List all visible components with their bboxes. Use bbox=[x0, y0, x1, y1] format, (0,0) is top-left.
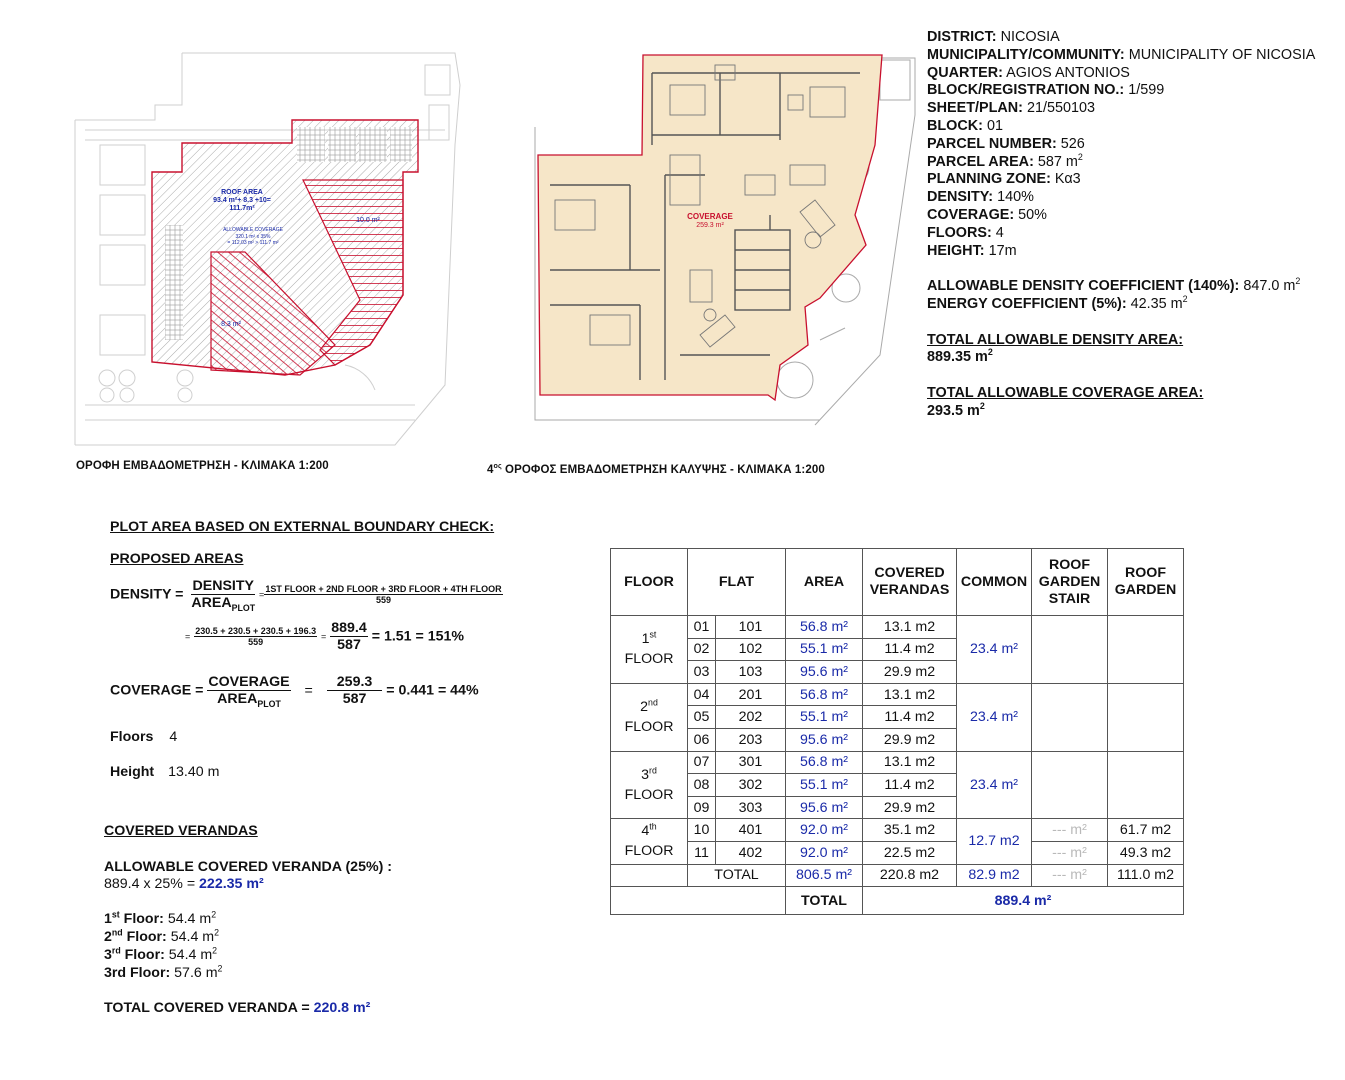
flat-veranda: 11.4 m2 bbox=[863, 774, 957, 797]
flat-area: 55.1 m² bbox=[786, 774, 863, 797]
roof-area-total: 111.7m² bbox=[229, 205, 255, 212]
col-common: COMMON bbox=[957, 549, 1032, 616]
table-header-row bbox=[611, 549, 1184, 616]
veranda-floor-3: 3rd Floor: 54.4 $m^2$ bbox=[104, 945, 218, 963]
info-quarter: QUARTER: AGIOS ANTONIOS bbox=[927, 64, 1130, 81]
total-roof-garden-stair: --- m² bbox=[1032, 864, 1108, 887]
flat-number: 102 bbox=[716, 638, 786, 661]
flat-area: 92.0 m² bbox=[786, 819, 863, 842]
flat-number: 201 bbox=[716, 683, 786, 706]
row-number: 04 bbox=[688, 683, 716, 706]
fourth-floor-caption: $4^{o\varsigma}$ ΟΡΟΦΟΣ ΕΜΒΑΔΟΜΕΤΡΗΣΗ ΚΑΛΥΨΗΣ - ΚΛΙΜΑΚΑ 1:200 bbox=[487, 462, 825, 476]
flat-number: 203 bbox=[716, 728, 786, 751]
flat-veranda: 35.1 m2 bbox=[863, 819, 957, 842]
flat-veranda: 29.9 m2 bbox=[863, 728, 957, 751]
flat-area: 95.6 m² bbox=[786, 661, 863, 684]
info-total-coverage-label: TOTAL ALLOWABLE COVERAGE AREA: bbox=[927, 384, 1204, 401]
veranda-floor-2: 2nd Floor: 54.4 $m^2$ bbox=[104, 927, 220, 945]
area-a-label: 10.0 m² bbox=[356, 217, 380, 224]
total-common: 82.9 m2 bbox=[957, 864, 1032, 887]
coverage-value: 259.3 m² bbox=[696, 222, 724, 229]
flat-number: 202 bbox=[716, 706, 786, 729]
col-roof-garden-stair: ROOF GARDEN STAIR bbox=[1032, 549, 1108, 616]
flat-veranda: 13.1 m2 bbox=[863, 683, 957, 706]
proposed-areas-title: PROPOSED AREAS bbox=[110, 551, 244, 567]
info-district: DISTRICT: NICOSIA bbox=[927, 29, 1060, 45]
info-coverage: COVERAGE: 50% bbox=[927, 206, 1047, 223]
floor-label-2: 2nd FLOOR bbox=[611, 683, 688, 751]
info-sheet-plan: SHEET/PLAN: 21/550103 bbox=[927, 100, 1095, 117]
info-total-density-label: TOTAL ALLOWABLE DENSITY AREA: bbox=[927, 331, 1184, 348]
roof-garden-cell bbox=[1108, 616, 1184, 684]
info-total-density-value: 889.35 $m^2$ bbox=[927, 347, 993, 366]
col-area: AREA bbox=[786, 549, 863, 616]
flat-number: 101 bbox=[716, 616, 786, 639]
total-veranda: 220.8 m2 bbox=[863, 864, 957, 887]
info-total-coverage-value: 293.5 $m^2$ bbox=[927, 400, 985, 419]
info-municipality: MUNICIPALITY/COMMUNITY: MUNICIPALITY OF NICOSIA bbox=[927, 46, 1316, 63]
table-row bbox=[611, 841, 1184, 864]
allowable-veranda: ALLOWABLE COVERED VERANDA (25%) : 889.4 x 25% = 222.35 m² bbox=[104, 859, 392, 892]
flat-area: 92.0 m² bbox=[786, 841, 863, 864]
row-number: 03 bbox=[688, 661, 716, 684]
flat-area: 95.6 m² bbox=[786, 796, 863, 819]
row-number: 02 bbox=[688, 638, 716, 661]
density-values: = $\frac{230.5 + 230.5 + 230.5 + 196.3}{559}$ = $\frac{889.4}{587}$ = 1.51 = 151% bbox=[185, 620, 465, 653]
floors-row: Floors 4 bbox=[110, 729, 178, 745]
roof-garden-stair-cell bbox=[1032, 683, 1108, 751]
grand-total-value: 889.4 m² bbox=[863, 887, 1184, 915]
common-area: 23.4 m² bbox=[957, 616, 1032, 684]
row-number: 10 bbox=[688, 819, 716, 842]
floor-label-1: 1st FLOOR bbox=[611, 616, 688, 684]
row-number: 11 bbox=[688, 841, 716, 864]
areas-table bbox=[610, 548, 1184, 915]
roof-garden-stair-cell bbox=[1032, 616, 1108, 684]
floor-label-4: 4th FLOOR bbox=[611, 819, 688, 864]
row-number: 09 bbox=[688, 796, 716, 819]
row-number: 06 bbox=[688, 728, 716, 751]
row-number: 05 bbox=[688, 706, 716, 729]
grand-total-empty-cell bbox=[611, 887, 786, 915]
flat-veranda: 29.9 m2 bbox=[863, 796, 957, 819]
flat-area: 95.6 m² bbox=[786, 728, 863, 751]
covered-verandas-title: COVERED VERANDAS bbox=[104, 823, 258, 839]
roof-garden-cell: 61.7 m2 bbox=[1108, 819, 1184, 842]
info-energy-coefficient: ENERGY COEFFICIENT (5%): 42.35 $m^2$ bbox=[927, 294, 1188, 312]
total-covered-veranda: TOTAL COVERED VERANDA = 220.8 m² bbox=[104, 1000, 371, 1016]
roof-area-calc: 93.4 m²+ 8.3 +10= bbox=[213, 197, 271, 204]
roof-garden-stair-cell bbox=[1032, 751, 1108, 819]
density-formula: DENSITY = $\frac{\text{DENSITY}}{AREA_{PLOT}}$ = $\frac{\text{1ST FLOOR + 2ND FLOOR + 3RD FLOOR + 4TH FLOOR}}{559}$ bbox=[110, 578, 502, 613]
flat-area: 56.8 m² bbox=[786, 616, 863, 639]
flat-veranda: 13.1 m2 bbox=[863, 751, 957, 774]
roof-garden-stair-cell: --- m² bbox=[1032, 819, 1108, 842]
area-b-label: 8.3 m² bbox=[221, 321, 241, 328]
project-info bbox=[927, 29, 1342, 421]
flat-number: 303 bbox=[716, 796, 786, 819]
flat-number: 302 bbox=[716, 774, 786, 797]
total-empty-cell bbox=[611, 864, 688, 887]
flat-veranda: 11.4 m2 bbox=[863, 706, 957, 729]
col-roof-garden: ROOF GARDEN bbox=[1108, 549, 1184, 616]
info-parcel-number: PARCEL NUMBER: 526 bbox=[927, 135, 1085, 152]
flat-number: 301 bbox=[716, 751, 786, 774]
flat-veranda: 29.9 m2 bbox=[863, 661, 957, 684]
allowable-coverage-line1: 320.1 m² x 35% bbox=[235, 234, 271, 240]
veranda-floor-1: 1st Floor: 54.4 $m^2$ bbox=[104, 909, 217, 927]
height-row: Height 13.40 m bbox=[110, 764, 220, 780]
coverage-label: COVERAGE bbox=[687, 212, 733, 221]
common-area: 12.7 m2 bbox=[957, 819, 1032, 864]
info-density: DENSITY: 140% bbox=[927, 189, 1034, 206]
info-floors: FLOORS: 4 bbox=[927, 224, 1004, 241]
flat-veranda: 11.4 m2 bbox=[863, 638, 957, 661]
plot-area-title: PLOT AREA BASED ON EXTERNAL BOUNDARY CHECK: bbox=[110, 519, 495, 535]
flat-veranda: 13.1 m2 bbox=[863, 616, 957, 639]
roof-area-title: ROOF AREA bbox=[221, 189, 263, 196]
roof-plan-drawing bbox=[15, 45, 475, 450]
flat-number: 103 bbox=[716, 661, 786, 684]
row-number: 01 bbox=[688, 616, 716, 639]
col-floor: FLOOR bbox=[611, 549, 688, 616]
table-row bbox=[611, 683, 1184, 706]
table-row bbox=[611, 751, 1184, 774]
roof-garden-cell bbox=[1108, 683, 1184, 751]
info-allowable-density-coefficient: ALLOWABLE DENSITY COEFFICIENT (140%): 847.0 $m^2$ bbox=[927, 276, 1301, 295]
row-number: 07 bbox=[688, 751, 716, 774]
flat-number: 402 bbox=[716, 841, 786, 864]
roof-garden-cell bbox=[1108, 751, 1184, 819]
table-grand-total-row bbox=[611, 887, 1184, 915]
common-area: 23.4 m² bbox=[957, 751, 1032, 819]
info-planning-zone: PLANNING ZONE: Κα3 bbox=[927, 171, 1081, 188]
flat-number: 401 bbox=[716, 819, 786, 842]
table-row bbox=[611, 819, 1184, 842]
floor-label-3: 3rd FLOOR bbox=[611, 751, 688, 819]
roof-garden-stair-cell: --- m² bbox=[1032, 841, 1108, 864]
table-total-row bbox=[611, 864, 1184, 887]
info-block: BLOCK: 01 bbox=[927, 117, 1003, 134]
table-row bbox=[611, 616, 1184, 639]
col-flat: FLAT bbox=[688, 549, 786, 616]
flat-area: 56.8 m² bbox=[786, 751, 863, 774]
veranda-floors bbox=[104, 910, 222, 982]
roof-garden-cell: 49.3 m2 bbox=[1108, 841, 1184, 864]
flat-veranda: 22.5 m2 bbox=[863, 841, 957, 864]
info-parcel-area: PARCEL AREA: 587 $m^2$ bbox=[927, 151, 1083, 170]
common-area: 23.4 m² bbox=[957, 683, 1032, 751]
col-covered-verandas: COVERED VERANDAS bbox=[863, 549, 957, 616]
row-number: 08 bbox=[688, 774, 716, 797]
info-block-registration: BLOCK/REGISTRATION NO.: 1/599 bbox=[927, 82, 1165, 99]
total-label: TOTAL bbox=[688, 864, 786, 887]
allowable-coverage-line2: = 112.03 m² > 111.7 m² bbox=[227, 240, 279, 246]
grand-total-label: TOTAL bbox=[786, 887, 863, 915]
allowable-coverage-title: ALLOWABLE COVERAGE bbox=[223, 227, 283, 233]
roof-plan-caption: ΟΡΟΦΗ ΕΜΒΑΔΟΜΕΤΡΗΣΗ - ΚΛΙΜΑΚΑ 1:200 bbox=[76, 460, 329, 472]
total-roof-garden: 111.0 m2 bbox=[1108, 864, 1184, 887]
flat-area: 55.1 m² bbox=[786, 706, 863, 729]
flat-area: 55.1 m² bbox=[786, 638, 863, 661]
info-height: HEIGHT: 17m bbox=[927, 242, 1017, 259]
flat-area: 56.8 m² bbox=[786, 683, 863, 706]
veranda-floor-4: 3rd Floor: 57.6 $m^2$ bbox=[104, 963, 223, 981]
coverage-formula: COVERAGE = $\frac{\text{COVERAGE}}{AREA_{PLOT}}$ = $\frac{259.3}{587}$ = 0.441 = 44% bbox=[110, 674, 479, 709]
total-area: 806.5 m² bbox=[786, 864, 863, 887]
fourth-floor-plan-drawing bbox=[530, 45, 925, 435]
